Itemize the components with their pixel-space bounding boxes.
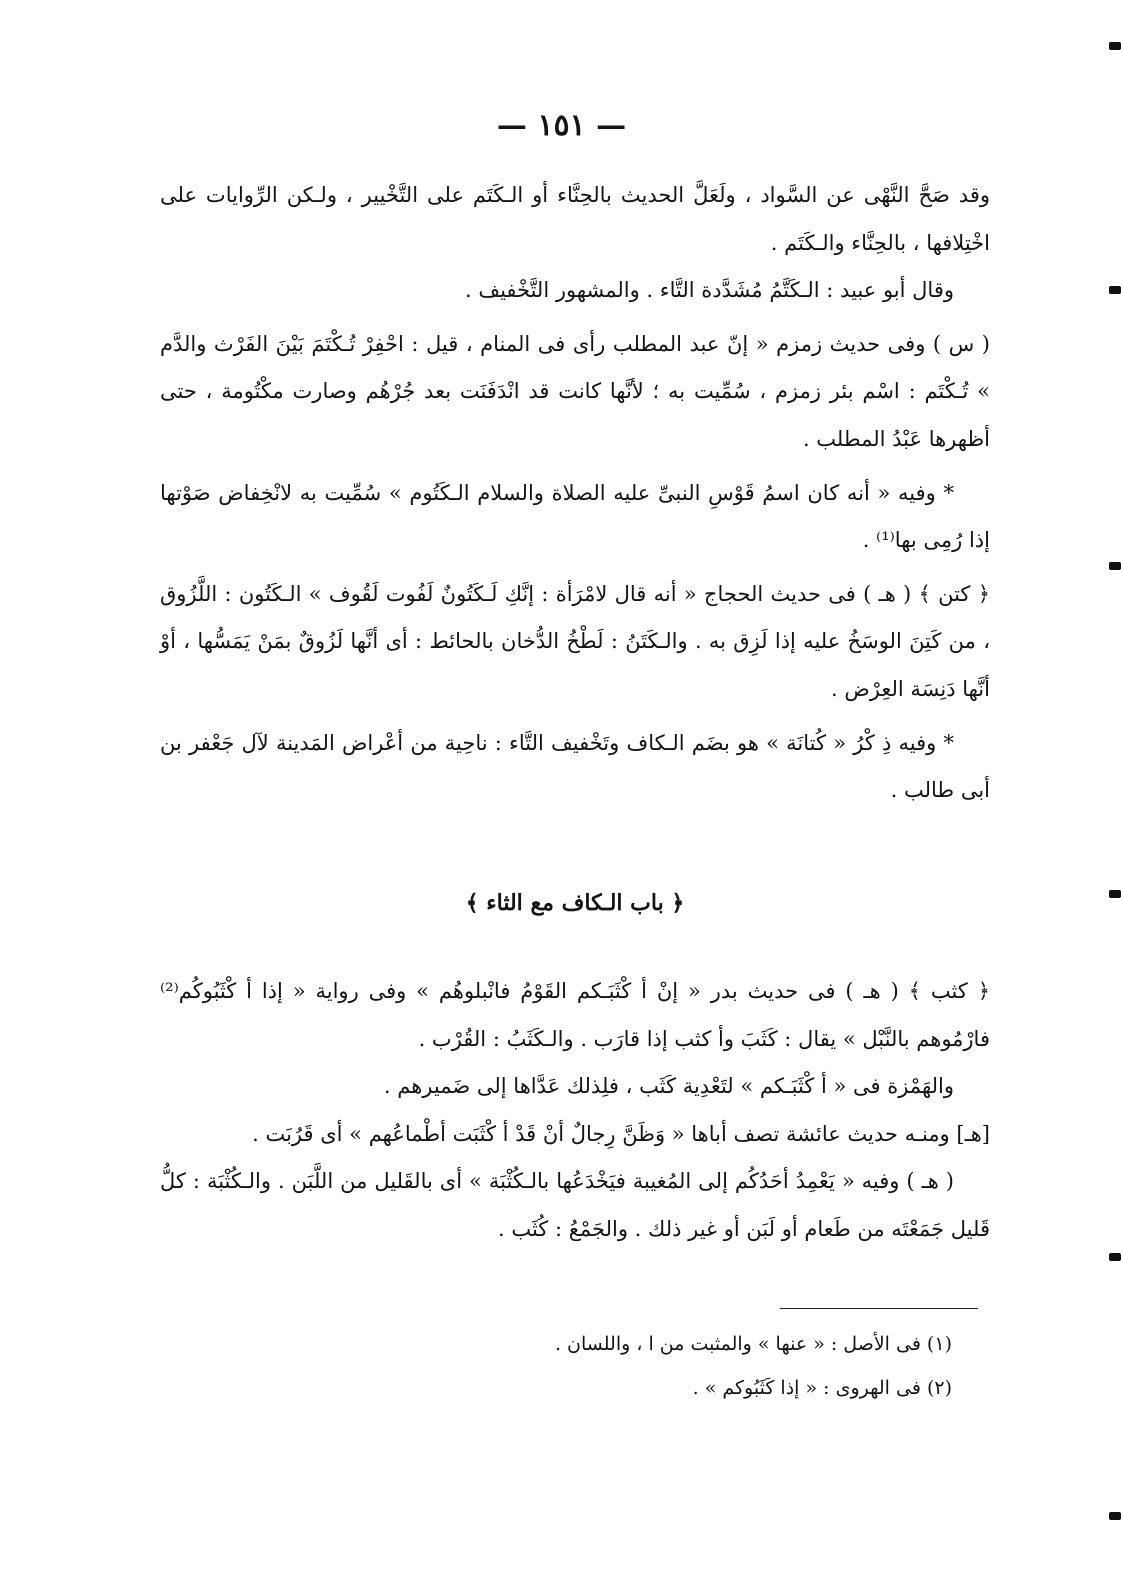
section-text-block (160, 968, 990, 1254)
scan-edge-mark (1109, 286, 1121, 294)
main-text-block (160, 172, 990, 815)
paragraph-kuthba: ( هـ ) وفيه « يَعْمِدُ أحَدُكُم إلى المُغيبة فيَخْدَعُها بالـكُثْبَة » أى بالقَليل من اللَّبَن . والـكُثْبَة : كلُّ قَليل جَمَعْتَه من طَعام أو لَبَن أو غير ذلك . والجَمْعُ : كُثَب . (160, 1169, 990, 1241)
footnote-2: (٢) فى الهروى : « إذا كَثَبُوكم » . (692, 1377, 952, 1399)
entry-kathab: ﴿ كثب ﴾ ( هـ ) فى حديث بدر « إنْ أ كْثَبَـكم القَوْمُ فانْبلوهُم » وفى رواية « إذا أ كْثَبُوكُم⁽²⁾ فارْمُوهم بالنَّبْل » يقال : كَثَبَ وأ كثب إذا قارَب . والـكَثَبُ : القُرْب . (160, 979, 990, 1051)
paragraph-zamzam: ( س ) وفى حديث زمزم « إنّ عبد المطلب رأى فى المنام ، قيل : احْفِرْ تُـكْتَمَ بَيْنَ الفَرْث والدَّم » تُـكْتَم : اسْم بئر زمزم ، سُمِّيت به ؛ لأنَّها كانت قد انْدَفَنَت بعد جُرْهُم وصارت مكْتُومة ، حتى أظهرها عَبْدُ المطلب . (160, 331, 990, 451)
paragraph-hamza: والهَمْزة فى « أ كْثَبَـكم » لتَعْدِية كَثَب ، فلِذلك عَدَّاها إلى ضَميرهم . (383, 1074, 954, 1099)
scan-edge-mark (1109, 1512, 1121, 1520)
footnotes (380, 1322, 952, 1410)
scan-edge-mark (1109, 562, 1121, 570)
paragraph-aisha: [هـ] ومنـه حديث عائشة تصف أباها « وَظَنَّ رِجالٌ أنْ قَدْ أ كْثَبَت أطْماعُهم » أى قَرُبَت . (252, 1121, 990, 1146)
paragraph-hinna: وقد صَحَّ النَّهْى عن السَّواد ، ولَعَلَّ الحديث بالحِنَّاء أو الـكَتَم على التَّخْيير ، ولـكن الرِّوايات على اخْتِلافها ، بالحِنَّاء والـكَتَم . (160, 183, 990, 255)
footnote-1: (١) فى الأصل : « عنها » والمثبت من ا ، واللسان . (554, 1333, 952, 1355)
paragraph-abu-ubayd: وقال أبو عبيد : الـكَتَّمُ مُشَدَّدة التَّاء . والمشهور التَّخْفيف . (464, 278, 954, 303)
scan-edge-mark (1109, 1253, 1121, 1261)
scan-edge-mark (1109, 42, 1121, 50)
footnote-divider (780, 1308, 978, 1309)
paragraph-katum: * وفيه « أنه كان اسمُ قَوْسِ النبىِّ عليه الصلاة والسلام الـكَتُوم » سُمِّيت به لانْخِفاض صَوْتها إذا رُمِى بها⁽¹⁾ . (160, 480, 990, 553)
scan-edge-mark (1109, 890, 1121, 898)
page-number: — ١٥١ — (496, 108, 627, 143)
entry-katan: ﴿ كتن ﴾ ( هـ ) فى حديث الحجاج « أنه قال لامْرَأة : إنَّكِ لَـكَتُونٌ لَفُوت لَقُوف » الـكَتُون : اللَّزُوق ، من كَتِنَ الوسَخُ عليه إذا لَزِق به . والـكَتَنُ : لَطْخُ الدُّخان بالحائط : أى أنَّها لَزُوقٌ بمَنْ يَمَسُّها ، أوْ أنَّها دَنِسَة العِرْض . (160, 581, 990, 701)
section-heading: ﴿ باب الـكاف مع الثاء ﴾ (465, 890, 685, 916)
paragraph-kutana: * وفيه ذِ كْرُ « كُتانَة » هو بضَم الـكاف وتَخْفيف التَّاء : ناحِية من أعْراض المَدينة لآل جَعْفر بن أبى طالب . (160, 730, 990, 803)
